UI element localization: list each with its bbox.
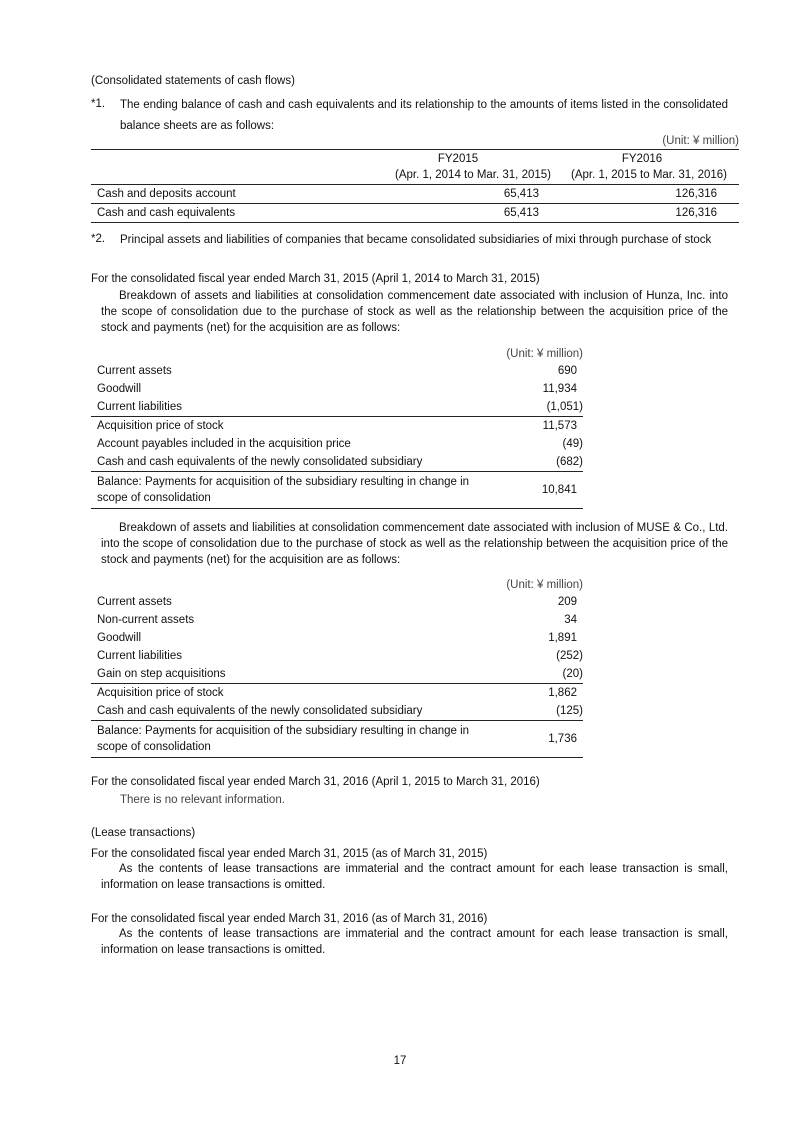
- muse-table: [91, 577, 583, 758]
- fy2016-subheading: For the consolidated fiscal year ended March 31, 2016 (April 1, 2015 to March 31, 2016): [91, 776, 540, 788]
- table-unit-label: (Unit: ¥ million): [506, 579, 583, 591]
- header-fy2015: [359, 150, 551, 185]
- row-value-fy2016: 126,316: [675, 207, 717, 219]
- row-label: Account payables included in the acquisition price: [97, 438, 351, 450]
- table-unit-label: (Unit: ¥ million): [506, 348, 583, 360]
- note-2-mark: *2.: [91, 233, 106, 245]
- header-fy2016-period: (Apr. 1, 2015 to Mar. 31, 2016): [571, 169, 727, 181]
- hunza-intro-paragraph: Breakdown of assets and liabilities at consolidation commencement date associated with inclusion of Hunza, Inc. into the scope of consolidation due to the purchase of stock as well as the relationship between the acquisition price of the stock and payments (net) for the acquisition are as follows:: [101, 290, 728, 334]
- row-label: Current assets: [97, 365, 172, 377]
- row-value: (20): [562, 668, 583, 680]
- row-value: (125): [556, 705, 583, 717]
- row-label: Current liabilities: [97, 401, 183, 413]
- lease-fy2016-subheading: For the consolidated fiscal year ended March 31, 2016 (as of March 31, 2016): [91, 913, 488, 925]
- row-value-fy2016: 126,316: [675, 188, 717, 200]
- section-heading-cash-flows: (Consolidated statements of cash flows): [91, 75, 295, 87]
- table-row-total: [91, 721, 583, 758]
- row-value: 1,862: [548, 687, 577, 699]
- row-label: Current liabilities: [97, 650, 183, 662]
- note-1-mark: *1.: [91, 98, 106, 110]
- row-label: Goodwill: [97, 383, 142, 395]
- header-fy2016: [551, 150, 739, 185]
- header-fy2015-title: FY2015: [437, 153, 479, 165]
- table-unit-label: (Unit: ¥ million): [662, 135, 739, 147]
- table-row: [91, 435, 583, 453]
- row-value: 209: [557, 596, 577, 608]
- table-row: [91, 684, 583, 703]
- table-header-row: [91, 150, 739, 185]
- row-label: Gain on step acquisitions: [97, 668, 226, 680]
- row-value: (49): [562, 438, 583, 450]
- lease-fy2015-subheading: For the consolidated fiscal year ended March 31, 2015 (as of March 31, 2015): [91, 848, 488, 860]
- row-label: Cash and cash equivalents of the newly consolidated subsidiary: [97, 456, 423, 468]
- row-value: 10,841: [541, 484, 577, 496]
- fy2015-subheading: For the consolidated fiscal year ended March 31, 2015 (April 1, 2014 to March 31, 2015): [91, 273, 540, 285]
- row-value: 11,573: [542, 420, 577, 432]
- row-value-fy2015: 65,413: [503, 207, 539, 219]
- table-row: [91, 647, 583, 665]
- note-1-text: The ending balance of cash and cash equivalents and its relationship to the amounts of items listed in the consolidated balance sheets are as follows:: [120, 99, 728, 132]
- row-label: Acquisition price of stock: [97, 420, 224, 432]
- row-label: Goodwill: [97, 632, 142, 644]
- table-row: [91, 702, 583, 721]
- table-row: [91, 398, 583, 417]
- cash-balance-table: [91, 133, 739, 223]
- lease-fy2016-text: As the contents of lease transactions are immaterial and the contract amount for each lease transaction is small, information on lease transactions is omitted.: [101, 928, 728, 956]
- table-row: [91, 629, 583, 647]
- row-value: (252): [556, 650, 583, 662]
- row-label: Acquisition price of stock: [97, 687, 224, 699]
- fy2016-no-info-text: There is no relevant information.: [120, 794, 285, 806]
- row-value: 34: [564, 614, 577, 626]
- row-label: Balance: Payments for acquisition of the subsidiary resulting in change in scope of consolidation: [97, 725, 470, 753]
- row-value: 690: [557, 365, 577, 377]
- table-row: [91, 453, 583, 472]
- table-row: [91, 380, 583, 398]
- muse-intro-paragraph: Breakdown of assets and liabilities at consolidation commencement date associated with inclusion of MUSE & Co., Ltd. into the scope of consolidation due to the purchase of stock as well as the relationship between the acquisition price of the stock and payments (net) for the acquisition are as follows:: [101, 522, 728, 566]
- section-heading-lease: (Lease transactions): [91, 827, 196, 839]
- note-2-text: Principal assets and liabilities of companies that became consolidated subsidiaries of mixi through purchase of stock: [120, 234, 712, 246]
- table-row: [91, 593, 583, 611]
- table-row: [91, 665, 583, 684]
- row-label: Cash and cash equivalents: [97, 207, 236, 219]
- table-row: [91, 362, 583, 380]
- table-row: [91, 417, 583, 436]
- row-label: Cash and cash equivalents of the newly consolidated subsidiary: [97, 705, 423, 717]
- row-label: Current assets: [97, 596, 172, 608]
- page-number: 17: [393, 1055, 407, 1067]
- row-value: (682): [556, 456, 583, 468]
- row-label: Balance: Payments for acquisition of the subsidiary resulting in change in scope of consolidation: [97, 476, 470, 504]
- row-value: 11,934: [542, 383, 577, 395]
- table-row: [91, 204, 739, 223]
- table-row: [91, 185, 739, 204]
- row-label: Cash and deposits account: [97, 188, 236, 200]
- row-value: (1,051): [546, 401, 583, 413]
- header-fy2016-title: FY2016: [621, 153, 663, 165]
- table-row-total: [91, 472, 583, 509]
- lease-fy2015-text: As the contents of lease transactions are immaterial and the contract amount for each lease transaction is small, information on lease transactions is omitted.: [101, 863, 728, 891]
- row-value: 1,736: [548, 733, 577, 745]
- table-row: [91, 611, 583, 629]
- hunza-table: [91, 346, 583, 509]
- header-fy2015-period: (Apr. 1, 2014 to Mar. 31, 2015): [395, 169, 551, 181]
- row-label: Non-current assets: [97, 614, 195, 626]
- row-value-fy2015: 65,413: [503, 188, 539, 200]
- row-value: 1,891: [548, 632, 577, 644]
